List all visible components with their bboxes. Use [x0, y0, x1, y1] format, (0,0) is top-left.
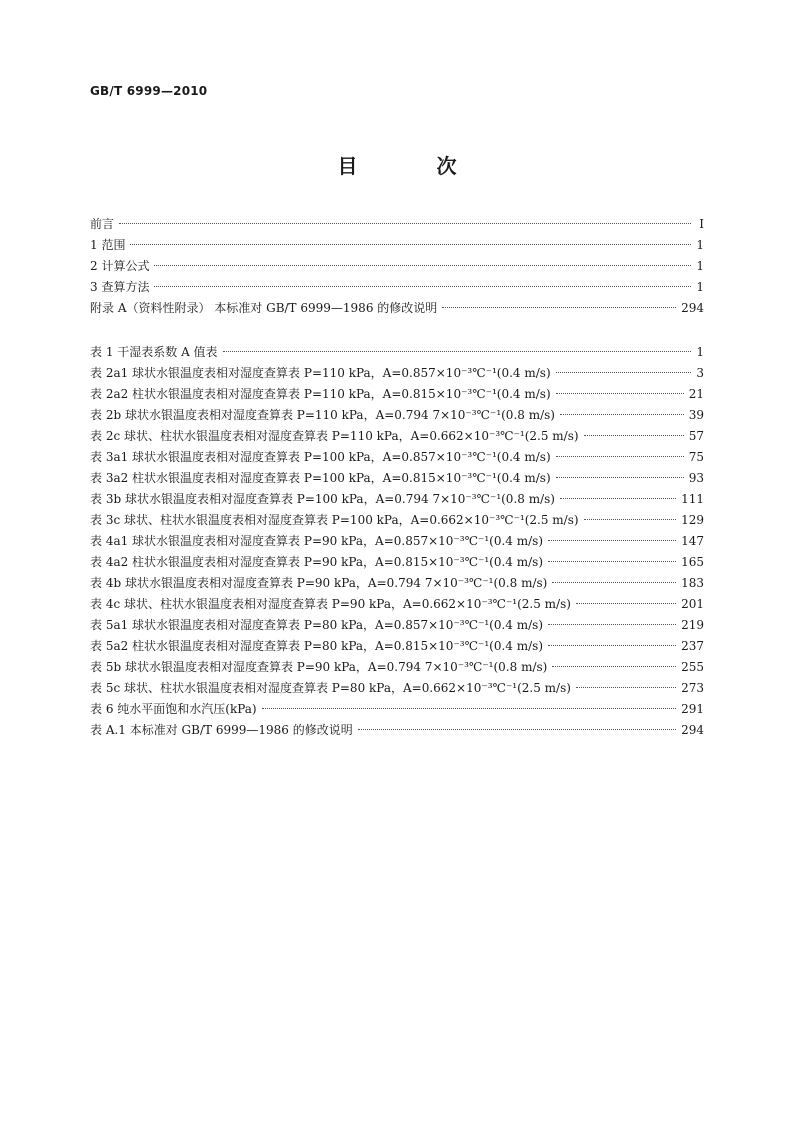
- toc-entry-label: 表 5b 球状水银温度表相对湿度查算表 P=90 kPa，A=0.794 7×10⁻³℃⁻¹(0.8 m/s): [90, 660, 548, 674]
- toc-entry-label: 表 4a1 球状水银温度表相对湿度查算表 P=90 kPa，A=0.857×10⁻³℃⁻¹(0.4 m/s): [90, 534, 543, 548]
- toc-table-entry[interactable]: [90, 384, 704, 405]
- dot-leader: [119, 222, 691, 224]
- toc-table-entry[interactable]: [90, 720, 704, 741]
- toc-entry-scope[interactable]: [90, 235, 704, 256]
- dot-leader: [576, 602, 676, 604]
- document-code: GB/T 6999—2010: [90, 84, 208, 98]
- toc-entry-label: 表 4b 球状水银温度表相对湿度查算表 P=90 kPa，A=0.794 7×10⁻³℃⁻¹(0.8 m/s): [90, 576, 548, 590]
- toc-entry-page: 39: [688, 408, 704, 422]
- toc-entry-label: 表 3a2 柱状水银温度表相对湿度查算表 P=100 kPa，A=0.815×10⁻³℃⁻¹(0.4 m/s): [90, 471, 551, 485]
- dot-leader: [584, 434, 684, 436]
- toc-entry-formula[interactable]: [90, 256, 704, 277]
- dot-leader: [584, 518, 677, 520]
- toc-table-entry[interactable]: [90, 594, 704, 615]
- toc-entry-page: 1: [696, 280, 704, 294]
- toc-table-entry[interactable]: [90, 468, 704, 489]
- toc-entry-label: 表 3b 球状水银温度表相对湿度查算表 P=100 kPa，A=0.794 7×10⁻³℃⁻¹(0.8 m/s): [90, 492, 555, 506]
- toc-entry-page: Ⅰ: [699, 217, 704, 231]
- toc-table-entry[interactable]: [90, 510, 704, 531]
- dot-leader: [576, 686, 676, 688]
- toc-entry-page: 237: [681, 639, 704, 653]
- toc-table-entry[interactable]: [90, 636, 704, 657]
- toc-entry-method[interactable]: [90, 277, 704, 298]
- dot-leader: [154, 264, 691, 266]
- toc-table-entry[interactable]: [90, 405, 704, 426]
- toc-table-entry[interactable]: [90, 447, 704, 468]
- toc-entry-label: 表 2b 球状水银温度表相对湿度查算表 P=110 kPa，A=0.794 7×10⁻³℃⁻¹(0.8 m/s): [90, 408, 555, 422]
- toc-entry-page: 294: [681, 301, 704, 315]
- toc-entry-page: 294: [681, 723, 704, 737]
- toc-table-entry[interactable]: [90, 552, 704, 573]
- toc-entry-label: 表 2c 球状、柱状水银温度表相对湿度查算表 P=110 kPa，A=0.662×10⁻³℃⁻¹(2.5 m/s): [90, 429, 579, 443]
- dot-leader: [552, 581, 676, 583]
- toc-table-entry[interactable]: [90, 678, 704, 699]
- dot-leader: [548, 644, 676, 646]
- toc-table-entry[interactable]: [90, 615, 704, 636]
- toc-entry-label: 表 4c 球状、柱状水银温度表相对湿度查算表 P=90 kPa，A=0.662×10⁻³℃⁻¹(2.5 m/s): [90, 597, 571, 611]
- toc-table-entry[interactable]: [90, 426, 704, 447]
- toc-table-entry[interactable]: [90, 657, 704, 678]
- dot-leader: [560, 497, 676, 499]
- dot-leader: [548, 539, 676, 541]
- toc-entry-label: 表 5a1 球状水银温度表相对湿度查算表 P=80 kPa，A=0.857×10⁻³℃⁻¹(0.4 m/s): [90, 618, 543, 632]
- toc-entry-page: 1: [696, 259, 704, 273]
- toc-main-section: [90, 214, 704, 319]
- dot-leader: [358, 728, 676, 730]
- toc-entry-page: 291: [681, 702, 704, 716]
- toc-entry-page: 3: [696, 366, 704, 380]
- toc-entry-label: 表 1 干湿表系数 A 值表: [90, 345, 218, 359]
- dot-leader: [154, 285, 691, 287]
- toc-entry-page: 57: [688, 429, 704, 443]
- dot-leader: [262, 707, 677, 709]
- dot-leader: [548, 623, 676, 625]
- toc-entry-page: 1: [696, 238, 704, 252]
- toc-entry-page: 93: [688, 471, 704, 485]
- toc-entry-page: 183: [681, 576, 704, 590]
- toc-table-entry[interactable]: [90, 531, 704, 552]
- toc-entry-label: 2 计算公式: [90, 259, 150, 273]
- toc-entry-page: 165: [681, 555, 704, 569]
- toc-entry-label: 3 查算方法: [90, 280, 150, 294]
- dot-leader: [130, 243, 691, 245]
- page-title: 目 次: [337, 154, 493, 178]
- toc-entry-page: 111: [681, 492, 704, 506]
- toc-entry-label: 表 6 纯水平面饱和水汽压(kPa): [90, 702, 257, 716]
- dot-leader: [556, 476, 684, 478]
- dot-leader: [442, 306, 676, 308]
- toc-entry-foreword[interactable]: [90, 214, 704, 235]
- toc-entry-page: 255: [681, 660, 704, 674]
- toc-entry-label: 附录 A（资料性附录） 本标准对 GB/T 6999—1986 的修改说明: [90, 301, 438, 315]
- dot-leader: [552, 665, 676, 667]
- toc-entry-label: 表 4a2 柱状水银温度表相对湿度查算表 P=90 kPa，A=0.815×10⁻³℃⁻¹(0.4 m/s): [90, 555, 543, 569]
- toc-entry-appendix-a[interactable]: [90, 298, 704, 319]
- toc-table-entry[interactable]: [90, 573, 704, 594]
- toc-entry-label: 表 A.1 本标准对 GB/T 6999—1986 的修改说明: [90, 723, 353, 737]
- toc-entry-label: 表 2a1 球状水银温度表相对湿度查算表 P=110 kPa，A=0.857×10⁻³℃⁻¹(0.4 m/s): [90, 366, 551, 380]
- toc-entry-page: 219: [681, 618, 704, 632]
- dot-leader: [556, 455, 684, 457]
- toc-entry-label: 1 范围: [90, 238, 126, 252]
- dot-leader: [556, 392, 684, 394]
- toc-entry-page: 273: [681, 681, 704, 695]
- toc-table-entry[interactable]: [90, 363, 704, 384]
- toc-entry-label: 前言: [90, 217, 115, 231]
- toc-table-entry[interactable]: [90, 342, 704, 363]
- dot-leader: [548, 560, 676, 562]
- toc-entry-label: 表 5c 球状、柱状水银温度表相对湿度查算表 P=80 kPa，A=0.662×10⁻³℃⁻¹(2.5 m/s): [90, 681, 571, 695]
- toc-entry-label: 表 2a2 柱状水银温度表相对湿度查算表 P=110 kPa，A=0.815×10⁻³℃⁻¹(0.4 m/s): [90, 387, 551, 401]
- dot-leader: [223, 350, 691, 352]
- toc-entry-page: 21: [688, 387, 704, 401]
- toc-entry-label: 表 5a2 柱状水银温度表相对湿度查算表 P=80 kPa，A=0.815×10⁻³℃⁻¹(0.4 m/s): [90, 639, 543, 653]
- dot-leader: [560, 413, 684, 415]
- toc-table-entry[interactable]: [90, 489, 704, 510]
- toc-table-entry[interactable]: [90, 699, 704, 720]
- toc-entry-label: 表 3c 球状、柱状水银温度表相对湿度查算表 P=100 kPa，A=0.662×10⁻³℃⁻¹(2.5 m/s): [90, 513, 579, 527]
- toc-tables-section: [90, 342, 704, 741]
- toc-entry-label: 表 3a1 球状水银温度表相对湿度查算表 P=100 kPa，A=0.857×10⁻³℃⁻¹(0.4 m/s): [90, 450, 551, 464]
- toc-entry-page: 75: [688, 450, 704, 464]
- toc-entry-page: 201: [681, 597, 704, 611]
- dot-leader: [556, 371, 691, 373]
- toc-entry-page: 129: [681, 513, 704, 527]
- toc-entry-page: 1: [696, 345, 704, 359]
- toc-entry-page: 147: [681, 534, 704, 548]
